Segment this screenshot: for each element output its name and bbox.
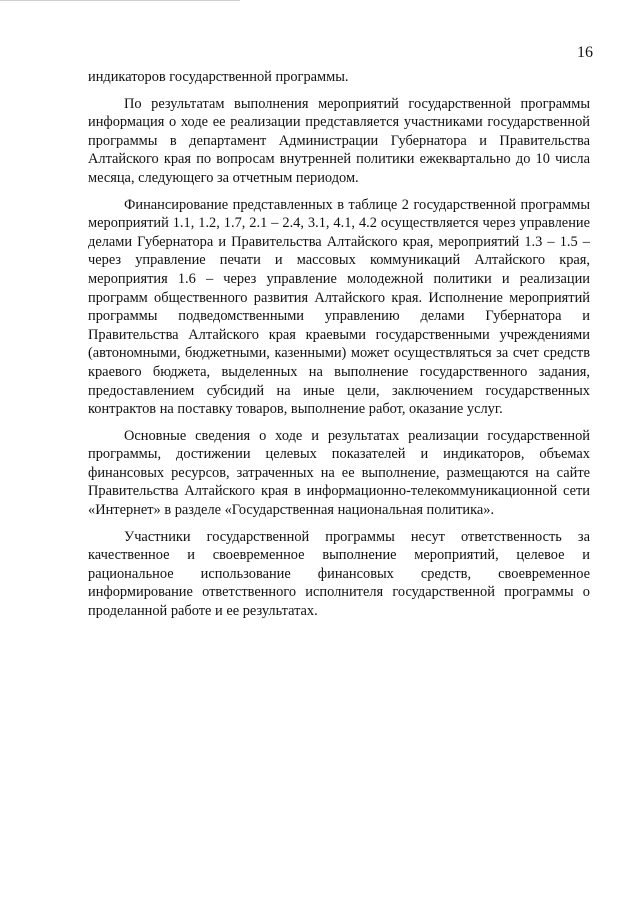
paragraph-continuation: индикаторов государственной программы. [88,69,349,85]
paragraph-responsibility: Участники государственной программы несут ответственность за качественное и своевременное выполнение мероприятий, целевое и рациональное использование финансовых средств, своевременное информирование ответственного исполнителя государственной программы о проделанной работе и ее результатах. [88,528,590,620]
document-body [88,68,590,621]
scan-edge-line [0,0,240,3]
page-number: 16 [577,44,593,61]
paragraph-financing: Финансирование представленных в таблице 2 государственной программы мероприятий 1.1, 1.2, 1.7, 2.1 – 2.4, 3.1, 4.1, 4.2 осуществляется через управление делами Губернатора и Правительства Алтайского края, мероприятий 1.3 – 1.5 – через управление печати и массовых коммуникаций Алтайского края, мероприятия 1.6 – через управление молодежной политики и реализации программ общественного развития Алтайского края. Исполнение мероприятий программы подведомственными управлению делами Губернатора и Правительства Алтайского края краевыми государственными учреждениями (автономными, бюджетными, казенными) может осуществляться за счет средств краевого бюджета, выделенных на выполнение государственного задания, предоставлением субсидий на иные цели, заключением государственных контрактов на поставку товаров, выполнение работ, оказание услуг. [88,196,590,418]
paragraph-reporting: По результатам выполнения мероприятий государственной программы информация о ходе ее реализации представляется участниками государственной программы в департамент Администрации Губернатора и Правительства Алтайского края по вопросам внутренней политики ежеквартально до 10 числа месяца, следующего за отчетным периодом. [88,95,590,186]
paragraph-publication: Основные сведения о ходе и результатах реализации государственной программы, достижении целевых показателей и индикаторов, объемах финансовых ресурсов, затраченных на ее выполнение, размещаются на сайте Правительства Алтайского края в информационно-телекоммуникационной сети «Интернет» в разделе «Государственная национальная политика». [88,427,590,519]
